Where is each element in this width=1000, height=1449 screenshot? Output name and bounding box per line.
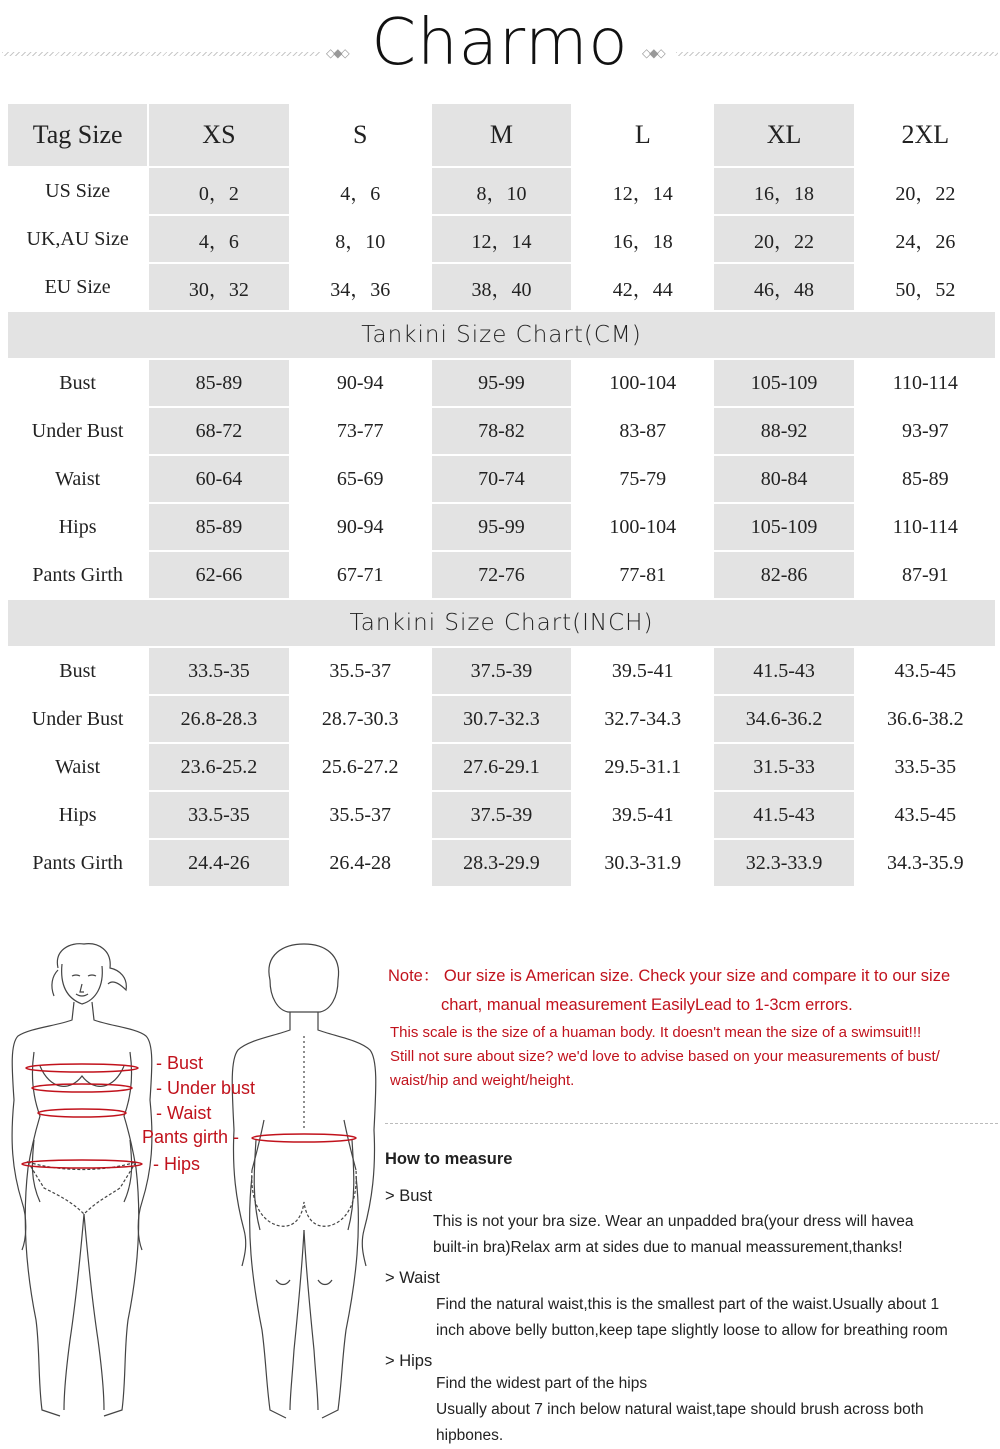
- table-cell: 20，22: [855, 167, 996, 215]
- table-cell: 85-89: [148, 359, 289, 407]
- decorative-diamond-icon: ◇◆◇: [326, 46, 348, 60]
- table-cell: 93-97: [855, 407, 996, 455]
- brand-logo: Charmo: [371, 6, 629, 80]
- table-cell: 95-99: [431, 359, 572, 407]
- table-cell: 33.5-35: [855, 743, 996, 791]
- waist-heading: > Waist: [385, 1269, 440, 1287]
- table-cell: 83-87: [572, 407, 713, 455]
- table-cell: 90-94: [290, 359, 431, 407]
- table-cell: 50，52: [855, 263, 996, 311]
- table-row: [7, 695, 996, 743]
- table-cell: 88-92: [713, 407, 854, 455]
- table-cell: 30.7-32.3: [431, 695, 572, 743]
- row-label: Under Bust: [7, 407, 148, 455]
- table-cell: 4，6: [290, 167, 431, 215]
- note-line-5: waist/hip and weight/height.: [390, 1072, 575, 1089]
- row-label: Bust: [7, 359, 148, 407]
- table-cell: 16，18: [572, 215, 713, 263]
- table-cell: 36.6-38.2: [855, 695, 996, 743]
- table-row: [7, 359, 996, 407]
- table-cell: 77-81: [572, 551, 713, 599]
- divider: [385, 1123, 998, 1124]
- row-label: Pants Girth: [7, 839, 148, 887]
- note-line-1: Note： Our size is American size. Check your size and compare it to our size: [388, 967, 951, 985]
- table-cell: 12，14: [431, 215, 572, 263]
- table-cell: 73-77: [290, 407, 431, 455]
- table-cell: 85-89: [148, 503, 289, 551]
- table-cell: 39.5-41: [572, 791, 713, 839]
- table-cell: 30.3-31.9: [572, 839, 713, 887]
- row-label: Hips: [7, 503, 148, 551]
- table-cell: 35.5-37: [290, 791, 431, 839]
- table-cell: 42，44: [572, 263, 713, 311]
- label-hips: - Hips: [153, 1154, 201, 1174]
- table-cell: 28.7-30.3: [290, 695, 431, 743]
- row-label: Hips: [7, 791, 148, 839]
- table-cell: 20，22: [713, 215, 854, 263]
- header-cell: L: [572, 103, 713, 167]
- table-cell: 33.5-35: [148, 791, 289, 839]
- section-title-inch: Tankini Size Chart(INCH): [7, 599, 996, 647]
- woman-back-figure: [220, 940, 390, 1440]
- hips-heading: > Hips: [385, 1352, 433, 1370]
- note-line-2: chart, manual measurement EasilyLead to 1-3cm errors.: [441, 996, 853, 1014]
- woman-front-figure: [0, 940, 200, 1440]
- table-cell: 90-94: [290, 503, 431, 551]
- row-label: Pants Girth: [7, 551, 148, 599]
- table-row: [7, 263, 996, 311]
- hips-text-2: Usually about 7 inch below natural waist,tape should brush across both: [436, 1401, 924, 1418]
- waist-text-1: Find the natural waist,this is the smallest part of the waist.Usually about 1: [436, 1296, 940, 1313]
- header-cell: XS: [148, 103, 289, 167]
- table-cell: 24，26: [855, 215, 996, 263]
- table-cell: 12，14: [572, 167, 713, 215]
- table-cell: 43.5-45: [855, 647, 996, 695]
- table-row: [7, 407, 996, 455]
- table-cell: 30，32: [148, 263, 289, 311]
- table-cell: 25.6-27.2: [290, 743, 431, 791]
- table-cell: 62-66: [148, 551, 289, 599]
- bust-instructions: [433, 1209, 1000, 1261]
- label-under-bust: - Under bust: [156, 1078, 256, 1098]
- table-cell: 41.5-43: [713, 647, 854, 695]
- table-cell: 24.4-26: [148, 839, 289, 887]
- decorative-diamond-icon: ◇◆◇: [642, 46, 664, 60]
- row-label: Waist: [7, 743, 148, 791]
- table-cell: 33.5-35: [148, 647, 289, 695]
- table-cell: 100-104: [572, 503, 713, 551]
- table-cell: 34.3-35.9: [855, 839, 996, 887]
- how-to-measure-title: How to measure: [385, 1150, 513, 1168]
- table-cell: 43.5-45: [855, 791, 996, 839]
- table-cell: 39.5-41: [572, 647, 713, 695]
- row-label: EU Size: [7, 263, 148, 311]
- table-cell: 95-99: [431, 503, 572, 551]
- table-cell: 37.5-39: [431, 647, 572, 695]
- table-cell: 34.6-36.2: [713, 695, 854, 743]
- table-cell: 0，2: [148, 167, 289, 215]
- table-cell: 70-74: [431, 455, 572, 503]
- table-cell: 78-82: [431, 407, 572, 455]
- table-cell: 110-114: [855, 359, 996, 407]
- header: [0, 0, 1000, 100]
- table-cell: 4，6: [148, 215, 289, 263]
- header-cell: 2XL: [855, 103, 996, 167]
- table-cell: 85-89: [855, 455, 996, 503]
- table-cell: 72-76: [431, 551, 572, 599]
- table-cell: 26.8-28.3: [148, 695, 289, 743]
- table-cell: 32.3-33.9: [713, 839, 854, 887]
- table-cell: 75-79: [572, 455, 713, 503]
- bust-text-1: This is not your bra size. Wear an unpadded bra(your dress will havea: [433, 1213, 914, 1230]
- size-advice: [390, 1021, 1000, 1093]
- label-waist: - Waist: [156, 1103, 212, 1123]
- hips-text-3: hipbones.: [436, 1427, 504, 1444]
- table-row: [7, 743, 996, 791]
- table-cell: 27.6-29.1: [431, 743, 572, 791]
- table-cell: 35.5-37: [290, 647, 431, 695]
- row-label: Bust: [7, 647, 148, 695]
- note-line-3: This scale is the size of a huaman body. It doesn't mean the size of a swimsuit!!!: [390, 1024, 922, 1041]
- table-cell: 68-72: [148, 407, 289, 455]
- waist-instructions: [436, 1292, 1000, 1344]
- bust-heading: > Bust: [385, 1187, 433, 1205]
- table-cell: 60-64: [148, 455, 289, 503]
- table-cell: 29.5-31.1: [572, 743, 713, 791]
- table-cell: 80-84: [713, 455, 854, 503]
- section-title-row: [7, 311, 996, 359]
- table-cell: 82-86: [713, 551, 854, 599]
- size-chart-table: [6, 102, 997, 888]
- table-cell: 46，48: [713, 263, 854, 311]
- table-cell: 8，10: [431, 167, 572, 215]
- row-label: UK,AU Size: [7, 215, 148, 263]
- table-cell: 34，36: [290, 263, 431, 311]
- bust-text-2: built-in bra)Relax arm at sides due to manual meassurement,thanks!: [433, 1239, 903, 1256]
- header-cell: Tag Size: [7, 103, 148, 167]
- table-cell: 26.4-28: [290, 839, 431, 887]
- table-row: [7, 455, 996, 503]
- table-cell: 67-71: [290, 551, 431, 599]
- header-cell: XL: [713, 103, 854, 167]
- row-label: Under Bust: [7, 695, 148, 743]
- table-row: [7, 551, 996, 599]
- table-cell: 8，10: [290, 215, 431, 263]
- table-row: [7, 503, 996, 551]
- row-label: US Size: [7, 167, 148, 215]
- section-title-cm: Tankini Size Chart(CM): [7, 311, 996, 359]
- label-bust: - Bust: [156, 1053, 204, 1073]
- table-cell: 87-91: [855, 551, 996, 599]
- table-cell: 31.5-33: [713, 743, 854, 791]
- table-row: [7, 647, 996, 695]
- table-cell: 37.5-39: [431, 791, 572, 839]
- header-cell: M: [431, 103, 572, 167]
- row-label: Waist: [7, 455, 148, 503]
- section-title-row: [7, 599, 996, 647]
- size-note: [388, 962, 993, 1020]
- header-cell: S: [290, 103, 431, 167]
- label-pants-girth: Pants girth -: [142, 1127, 240, 1147]
- table-row: [7, 791, 996, 839]
- table-cell: 105-109: [713, 359, 854, 407]
- table-cell: 38，40: [431, 263, 572, 311]
- table-cell: 100-104: [572, 359, 713, 407]
- table-cell: 23.6-25.2: [148, 743, 289, 791]
- table-cell: 105-109: [713, 503, 854, 551]
- table-cell: 28.3-29.9: [431, 839, 572, 887]
- table-row: [7, 215, 996, 263]
- table-cell: 110-114: [855, 503, 996, 551]
- decorative-rule-right: [676, 52, 998, 56]
- table-cell: 65-69: [290, 455, 431, 503]
- table-cell: 16，18: [713, 167, 854, 215]
- waist-text-2: inch above belly button,keep tape slightly loose to allow for breathing room: [436, 1322, 948, 1339]
- table-header-row: [7, 103, 996, 167]
- table-row: [7, 167, 996, 215]
- table-row: [7, 839, 996, 887]
- table-cell: 32.7-34.3: [572, 695, 713, 743]
- hips-text-1: Find the widest part of the hips: [436, 1375, 648, 1392]
- table-cell: 41.5-43: [713, 791, 854, 839]
- note-line-4: Still not sure about size? we'd love to advise based on your measurements of bust/: [390, 1048, 940, 1065]
- hips-instructions: [436, 1371, 1000, 1449]
